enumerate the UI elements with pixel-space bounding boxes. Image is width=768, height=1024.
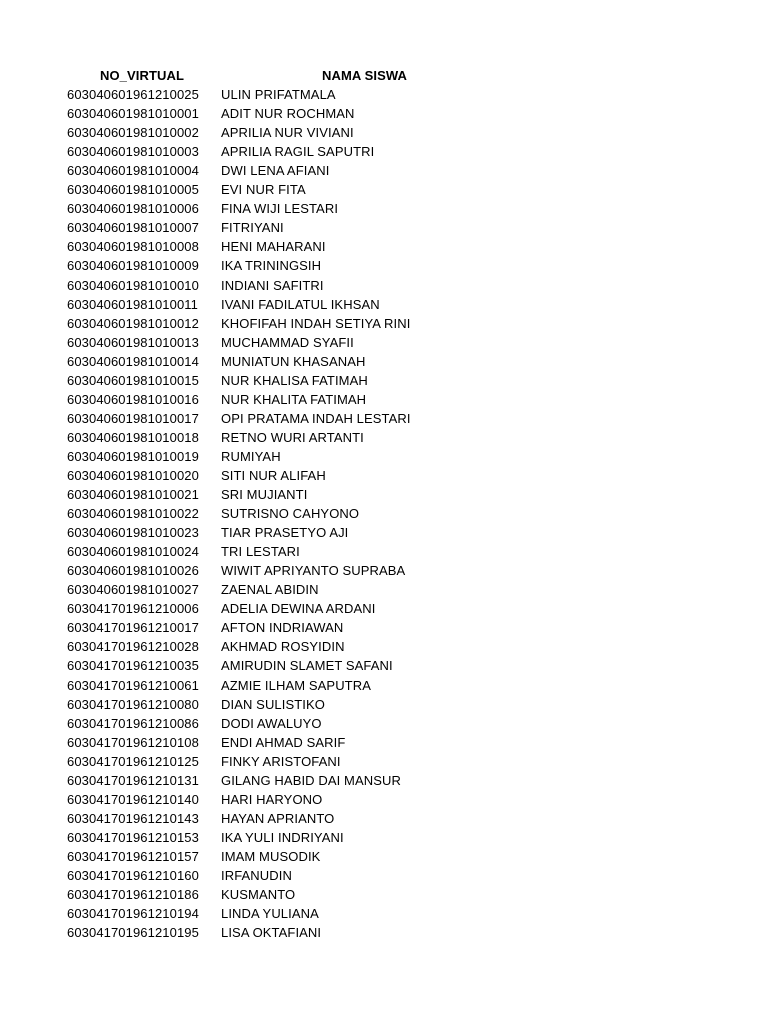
nama-siswa-cell: IRFANUDIN xyxy=(221,867,292,883)
table-row xyxy=(0,656,768,675)
nama-siswa-cell: LINDA YULIANA xyxy=(221,906,319,922)
table-row xyxy=(0,771,768,790)
nama-siswa-cell: MUCHAMMAD SYAFII xyxy=(221,334,354,350)
no-virtual-cell: 603040601981010002 xyxy=(67,125,199,141)
nama-siswa-cell: IMAM MUSODIK xyxy=(221,848,321,864)
no-virtual-cell: 603041701961210006 xyxy=(67,601,199,617)
no-virtual-cell: 603040601981010020 xyxy=(67,467,199,483)
no-virtual-cell: 603040601981010022 xyxy=(67,506,199,522)
nama-siswa-cell: HENI MAHARANI xyxy=(221,239,326,255)
nama-siswa-cell: ENDI AHMAD SARIF xyxy=(221,734,346,750)
no-virtual-cell: 603040601981010001 xyxy=(67,106,199,122)
student-table xyxy=(0,66,768,942)
table-row xyxy=(0,847,768,866)
table-row xyxy=(0,561,768,580)
no-virtual-cell: 603041701961210160 xyxy=(67,867,199,883)
table-row xyxy=(0,218,768,237)
no-virtual-cell: 603041701961210195 xyxy=(67,925,199,941)
nama-siswa-cell: AMIRUDIN SLAMET SAFANI xyxy=(221,658,393,674)
table-row xyxy=(0,790,768,809)
table-row xyxy=(0,866,768,885)
nama-siswa-cell: ADIT NUR ROCHMAN xyxy=(221,106,355,122)
table-row xyxy=(0,123,768,142)
no-virtual-cell: 603041701961210061 xyxy=(67,677,199,693)
header-nama-siswa: NAMA SISWA xyxy=(321,68,408,83)
nama-siswa-cell: MUNIATUN KHASANAH xyxy=(221,353,366,369)
table-row xyxy=(0,504,768,523)
table-row xyxy=(0,199,768,218)
table-row xyxy=(0,180,768,199)
no-virtual-cell: 603041701961210028 xyxy=(67,639,199,655)
nama-siswa-cell: SUTRISNO CAHYONO xyxy=(221,506,360,522)
no-virtual-cell: 603041701961210035 xyxy=(67,658,199,674)
no-virtual-cell: 603040601961210025 xyxy=(67,87,199,103)
table-row xyxy=(0,295,768,314)
nama-siswa-cell: AKHMAD ROSYIDIN xyxy=(221,639,345,655)
no-virtual-cell: 603040601981010003 xyxy=(67,144,199,160)
nama-siswa-cell: ADELIA DEWINA ARDANI xyxy=(221,601,376,617)
table-row xyxy=(0,466,768,485)
no-virtual-cell: 603040601981010010 xyxy=(67,277,199,293)
nama-siswa-cell: DWI LENA AFIANI xyxy=(221,163,330,179)
no-virtual-cell: 603040601981010018 xyxy=(67,429,199,445)
nama-siswa-cell: ULIN PRIFATMALA xyxy=(221,87,336,103)
no-virtual-cell: 603040601981010011 xyxy=(67,296,198,312)
table-row xyxy=(0,161,768,180)
nama-siswa-cell: APRILIA NUR VIVIANI xyxy=(221,125,354,141)
table-row xyxy=(0,809,768,828)
nama-siswa-cell: DIAN SULISTIKO xyxy=(221,696,325,712)
nama-siswa-cell: TRI LESTARI xyxy=(221,544,300,560)
no-virtual-cell: 603041701961210186 xyxy=(67,887,199,903)
table-row xyxy=(0,885,768,904)
table-row xyxy=(0,695,768,714)
nama-siswa-cell: WIWIT APRIYANTO SUPRABA xyxy=(221,563,406,579)
nama-siswa-cell: DODI AWALUYO xyxy=(221,715,322,731)
header-no-virtual: NO_VIRTUAL xyxy=(99,68,185,83)
no-virtual-cell: 603040601981010006 xyxy=(67,201,199,217)
nama-siswa-cell: FINA WIJI LESTARI xyxy=(221,201,339,217)
table-row xyxy=(0,142,768,161)
no-virtual-cell: 603040601981010005 xyxy=(67,182,199,198)
table-row xyxy=(0,390,768,409)
nama-siswa-cell: AZMIE ILHAM SAPUTRA xyxy=(221,677,371,693)
nama-siswa-cell: AFTON INDRIAWAN xyxy=(221,620,344,636)
nama-siswa-cell: RUMIYAH xyxy=(221,448,281,464)
nama-siswa-cell: RETNO WURI ARTANTI xyxy=(221,429,364,445)
nama-siswa-cell: EVI NUR FITA xyxy=(221,182,306,198)
no-virtual-cell: 603041701961210140 xyxy=(67,791,199,807)
table-row xyxy=(0,409,768,428)
table-row xyxy=(0,85,768,104)
nama-siswa-cell: IKA TRININGSIH xyxy=(221,258,322,274)
nama-siswa-cell: IKA YULI INDRIYANI xyxy=(221,829,344,845)
nama-siswa-cell: KHOFIFAH INDAH SETIYA RINI xyxy=(221,315,411,331)
nama-siswa-cell: ZAENAL ABIDIN xyxy=(221,582,319,598)
no-virtual-cell: 603040601981010007 xyxy=(67,220,199,236)
table-header xyxy=(0,66,768,85)
no-virtual-cell: 603041701961210086 xyxy=(67,715,199,731)
nama-siswa-cell: HARI HARYONO xyxy=(221,791,323,807)
no-virtual-cell: 603040601981010008 xyxy=(67,239,199,255)
table-row xyxy=(0,599,768,618)
table-row xyxy=(0,714,768,733)
nama-siswa-cell: NUR KHALITA FATIMAH xyxy=(221,391,367,407)
nama-siswa-cell: FINKY ARISTOFANI xyxy=(221,753,341,769)
table-row xyxy=(0,676,768,695)
no-virtual-cell: 603040601981010014 xyxy=(67,353,199,369)
table-body xyxy=(0,85,768,942)
nama-siswa-cell: SRI MUJIANTI xyxy=(221,487,308,503)
no-virtual-cell: 603040601981010026 xyxy=(67,563,199,579)
nama-siswa-cell: APRILIA RAGIL SAPUTRI xyxy=(221,144,375,160)
table-row xyxy=(0,485,768,504)
table-row xyxy=(0,523,768,542)
table-row xyxy=(0,637,768,656)
no-virtual-cell: 603041701961210157 xyxy=(67,848,199,864)
nama-siswa-cell: HAYAN APRIANTO xyxy=(221,810,335,826)
no-virtual-cell: 603040601981010012 xyxy=(67,315,199,331)
no-virtual-cell: 603041701961210125 xyxy=(67,753,199,769)
nama-siswa-cell: TIAR PRASETYO AJI xyxy=(221,525,349,541)
no-virtual-cell: 603040601981010019 xyxy=(67,448,199,464)
no-virtual-cell: 603040601981010015 xyxy=(67,372,199,388)
no-virtual-cell: 603040601981010017 xyxy=(67,410,199,426)
table-row xyxy=(0,428,768,447)
nama-siswa-cell: OPI PRATAMA INDAH LESTARI xyxy=(221,410,411,426)
no-virtual-cell: 603040601981010004 xyxy=(67,163,199,179)
table-row xyxy=(0,580,768,599)
no-virtual-cell: 603041701961210108 xyxy=(67,734,199,750)
no-virtual-cell: 603041701961210131 xyxy=(67,772,199,788)
table-row xyxy=(0,256,768,275)
table-row xyxy=(0,733,768,752)
nama-siswa-cell: IVANI FADILATUL IKHSAN xyxy=(221,296,380,312)
table-row xyxy=(0,352,768,371)
nama-siswa-cell: LISA OKTAFIANI xyxy=(221,925,322,941)
table-row xyxy=(0,542,768,561)
table-row xyxy=(0,447,768,466)
nama-siswa-cell: NUR KHALISA FATIMAH xyxy=(221,372,368,388)
table-row xyxy=(0,618,768,637)
table-row xyxy=(0,752,768,771)
no-virtual-cell: 603040601981010024 xyxy=(67,544,199,560)
no-virtual-cell: 603040601981010013 xyxy=(67,334,199,350)
no-virtual-cell: 603041701961210194 xyxy=(67,906,199,922)
table-row xyxy=(0,276,768,295)
table-row xyxy=(0,314,768,333)
nama-siswa-cell: FITRIYANI xyxy=(221,220,284,236)
nama-siswa-cell: SITI NUR ALIFAH xyxy=(221,467,326,483)
no-virtual-cell: 603040601981010023 xyxy=(67,525,199,541)
no-virtual-cell: 603040601981010009 xyxy=(67,258,199,274)
no-virtual-cell: 603041701961210143 xyxy=(67,810,199,826)
no-virtual-cell: 603040601981010016 xyxy=(67,391,199,407)
table-row xyxy=(0,828,768,847)
nama-siswa-cell: INDIANI SAFITRI xyxy=(221,277,324,293)
table-row xyxy=(0,904,768,923)
no-virtual-cell: 603041701961210080 xyxy=(67,696,199,712)
table-row xyxy=(0,237,768,256)
table-row xyxy=(0,923,768,942)
nama-siswa-cell: GILANG HABID DAI MANSUR xyxy=(221,772,401,788)
no-virtual-cell: 603040601981010027 xyxy=(67,582,199,598)
table-row xyxy=(0,104,768,123)
nama-siswa-cell: KUSMANTO xyxy=(221,887,296,903)
no-virtual-cell: 603041701961210153 xyxy=(67,829,199,845)
table-row xyxy=(0,333,768,352)
table-row xyxy=(0,371,768,390)
no-virtual-cell: 603040601981010021 xyxy=(67,487,199,503)
no-virtual-cell: 603041701961210017 xyxy=(67,620,199,636)
